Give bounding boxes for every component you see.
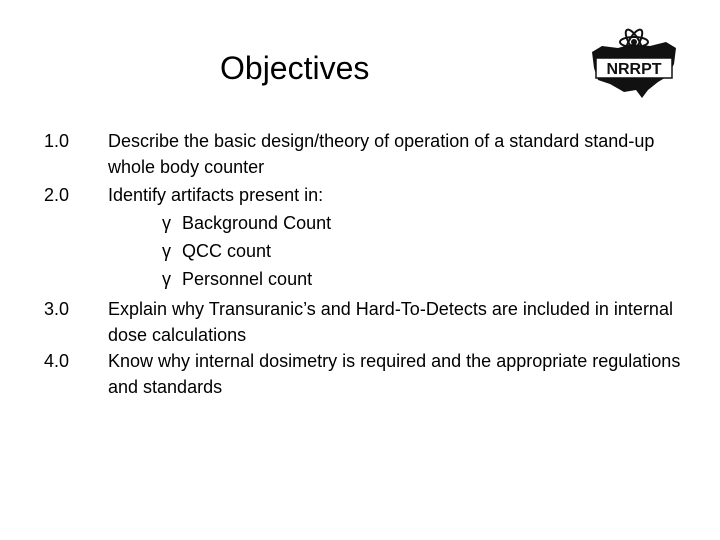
- objective-number: 3.0: [44, 299, 70, 319]
- sub-item-text: Background Count: [182, 213, 332, 233]
- logo-text: NRRPT: [606, 61, 662, 78]
- objective-number: 4.0: [44, 351, 70, 371]
- objective-text: Know why internal dosimetry is required and the appropriate regulations and standards: [108, 351, 681, 397]
- objective-number: 1.0: [44, 131, 70, 151]
- gamma-bullet-icon: γ: [162, 269, 171, 289]
- nrrpt-logo-graphic: [588, 24, 680, 104]
- gamma-bullet-icon: γ: [162, 213, 171, 233]
- sub-item-text: Personnel count: [182, 269, 313, 289]
- page-title: Objectives: [220, 50, 370, 86]
- objective-number: 2.0: [44, 185, 70, 205]
- sub-item-text: QCC count: [182, 241, 272, 261]
- objective-text: Describe the basic design/theory of operation of a standard stand-up whole body counter: [108, 131, 655, 177]
- gamma-bullet-icon: γ: [162, 241, 171, 261]
- objective-text: Identify artifacts present in:: [108, 185, 324, 205]
- nrrpt-logo: [588, 24, 680, 104]
- objective-text: Explain why Transuranic’s and Hard-To-Detects are included in internal dose calculations: [108, 299, 673, 345]
